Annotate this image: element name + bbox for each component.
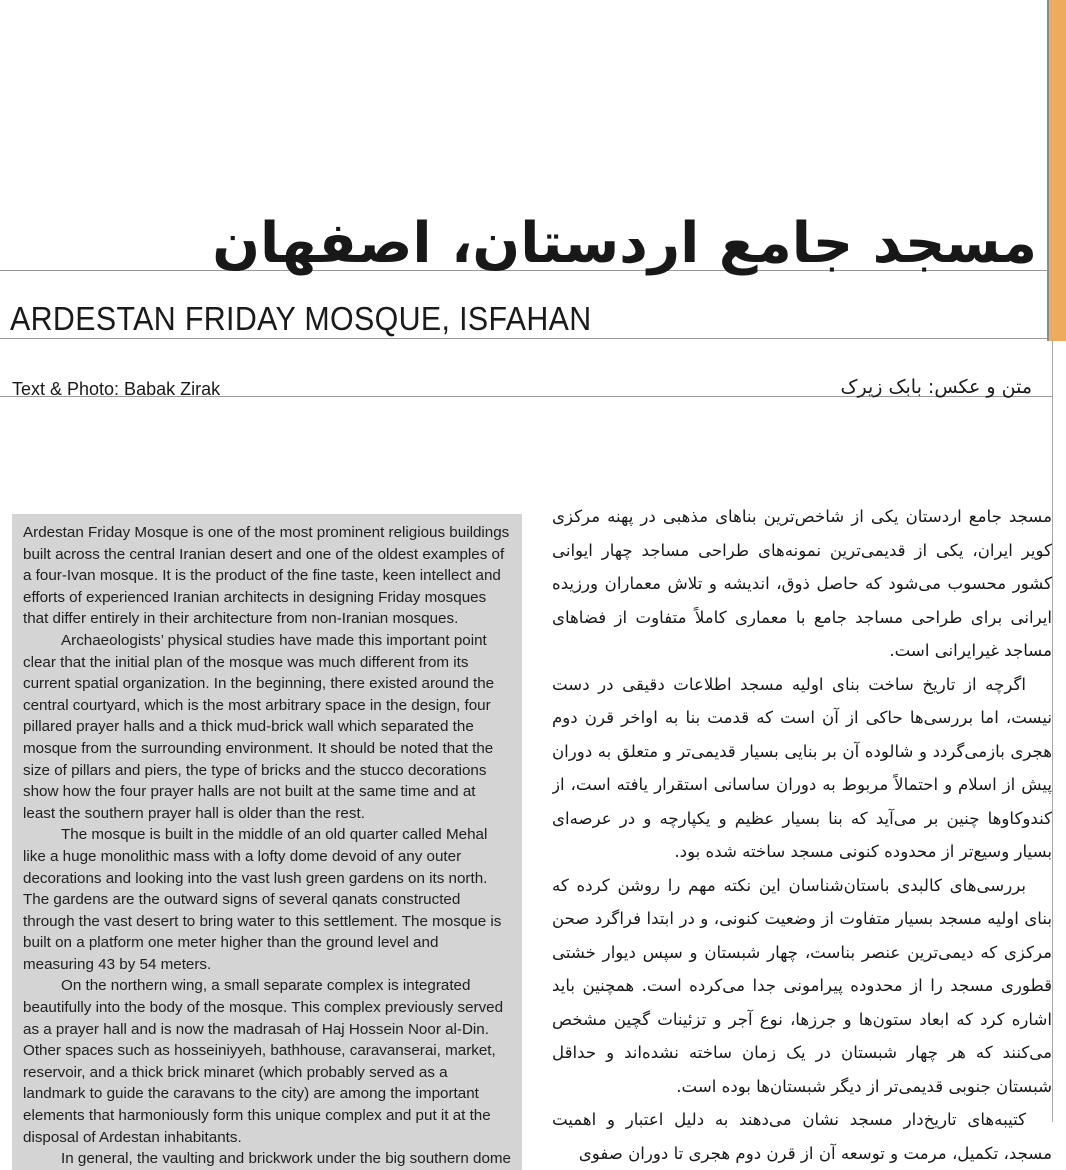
byline-persian: متن و عکس: بابک زیرک xyxy=(840,376,1032,398)
paragraph: کتیبه‌های تاریخ‌دار مسجد نشان می‌دهند به دلیل اعتبار و اهمیت مسجد، تکمیل، مرمت و توسعه آن از قرن دوم هجری تا دوران صفوی xyxy=(552,1110,1052,1163)
byline-english: Text & Photo: Babak Zirak xyxy=(12,379,221,399)
paragraph: The mosque is built in the middle of an old quarter called Mehal like a huge monolithic mass with a lofty dome devoid of any outer decorations and looking into the vast lush green gardens on its north. The gardens are the outward signs of several qanats constructed through the vast desert to bring water to this settlement. The mosque is built on a platform one meter higher than the ground level and measuring 43 by 54 meters. xyxy=(23,826,502,973)
masthead xyxy=(0,0,1047,420)
paragraph: Archaeologists’ physical studies have made this important point clear that the initial plan of the mosque was much different from its current spatial organization. In the beginning, there existed around the central courtyard, which is the most arbitrary space in the design, four pillared prayer halls and a thick mud-brick wall which separated the mosque from the surrounding environment. It should be noted that the size of pillars and piers, the type of bricks and the stucco decorations show how the four prayer halls are not built at the same time and at least the southern prayer hall is older than the rest. xyxy=(23,631,495,822)
page-title-persian: مسجد جامع اردستان، اصفهان xyxy=(212,211,1037,276)
paragraph: In general, the vaulting and brickwork under the big southern dome xyxy=(61,1150,511,1168)
page-title-english: ARDESTAN FRIDAY MOSQUE, ISFAHAN xyxy=(10,300,592,337)
paragraph: مسجد جامع اردستان یکی از شاخص‌ترین بناهای مذهبی در پهنه مرکزی کویر ایران، یکی از قدیمی‌ترین نمونه‌های طراحی مساجد چهار ایوانی کشور محسوب می‌شود که حاصل ذوق، اندیشه و تلاش معماران ورزیده ایرانی برای طراحی مساجد جامع با معماری کاملاً متفاوت از فضاهای مساجد غیرایرانی است. xyxy=(552,507,1052,660)
article-column-persian xyxy=(552,500,1052,1170)
paragraph: On the northern wing, a small separate complex is integrated beautifully into the body of the mosque. This complex previously served as a prayer hall and is now the madrasah of Haj Hossein Noor al-Din. Other spaces such as hosseiniyyeh, bathhouse, caravanserai, market, reservoir, and a thick brick minaret (which probably served as a landmark to guide the caravans to the city) are among the important elements that harmoniously form this unique complex and put it at the disposal of Ardestan inhabitants. xyxy=(23,977,504,1146)
paragraph: Ardestan Friday Mosque is one of the most prominent religious buildings built across the central Iranian desert and one of the oldest examples of a four-Ivan mosque. It is the product of the fine taste, keen intellect and efforts of experienced Iranian architects in designing Friday mosques that differ entirely in their architecture from non-Iranian mosques. xyxy=(23,524,510,628)
right-margin-rule xyxy=(1052,341,1053,1122)
paragraph: بررسی‌های کالبدی باستان‌شناسان این نکته مهم را روشن کرده که بنای اولیه مسجد بسیار متفاوت از وضعیت کنونی، و در ابتدا فراگرد صحن مرکزی که دیمی‌ترین عنصر بناست، چهار شبستان و سپس دیوار خشتی قطوری مسجد را از محدوده پیرامونی جدا می‌کرده است. همچنین باید اشاره کرد که ابعاد ستون‌ها و جرزها، نوع آجر و تزئینات گچین مشخص می‌کنند که هر چهار شبستان در یک زمان ساخته نشده‌اند و حداقل شبستان جنوبی قدیمی‌تر از دیگر شبستان‌ها بوده است. xyxy=(552,875,1052,1096)
article-column-english xyxy=(12,514,522,1170)
paragraph: اگرچه از تاریخ ساخت بنای اولیه مسجد اطلاعات دقیقی در دست نیست، اما بررسی‌ها حاکی از آن است که قدمت بنا به اواخر قرن دوم هجری بازمی‌گردد و شالوده آن بر بنایی بسیار قدیمی‌تر و متعلق به دوران پیش از اسلام و احتمالاً مربوط به دوران ساسانی استقرار یافته است، از کندوکاوها چنین بر می‌آید که بنا بسیار عظیم و یکپارچه و در عرصه‌ای بسیار وسیع‌تر از محدوده کنونی مسجد ساخته شده بود. xyxy=(552,674,1052,861)
accent-band xyxy=(1049,0,1066,341)
